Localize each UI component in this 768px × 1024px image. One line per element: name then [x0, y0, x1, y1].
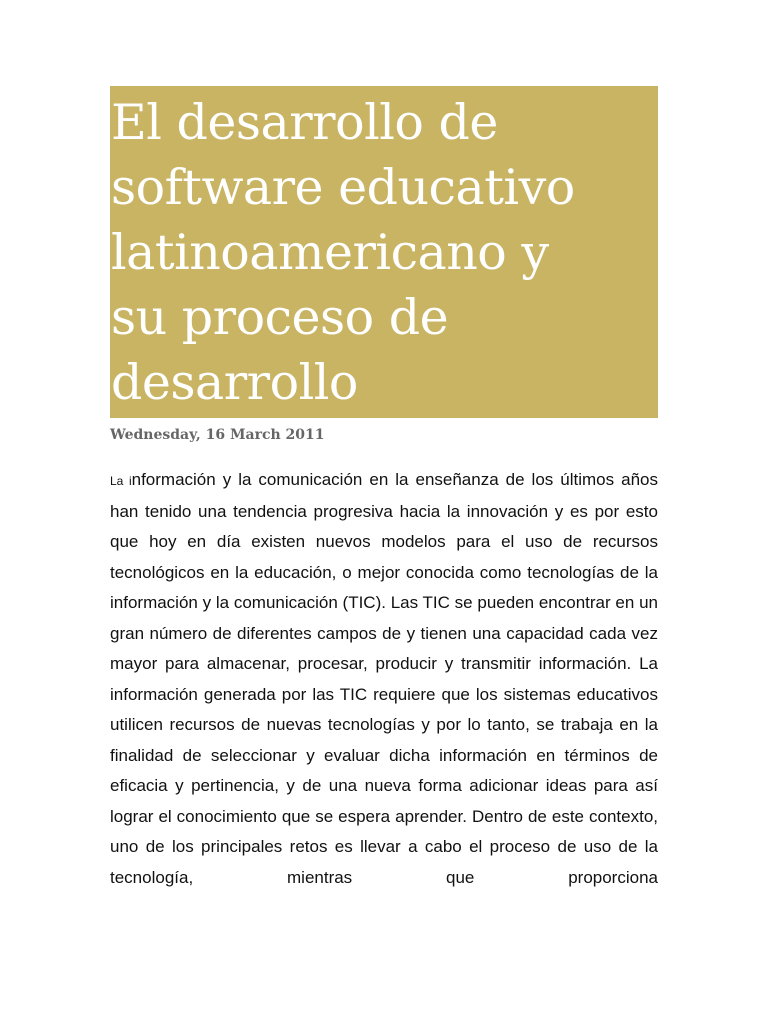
- article-body-text: nformación y la comunicación en la enseñanza de los últimos años han tenido una tendencia progresiva hacia la innovación y es por esto que hoy en día existen nuevos modelos para el uso de recursos tecnológicos en la educación, o mejor conocida como tecnologías de la información y la comunicación (TIC). Las TIC se pueden encontrar en un gran número de diferentes campos de y tienen una capacidad cada vez mayor para almacenar, procesar, producir y transmitir información. La información generada por las TIC requiere que los sistemas educativos utilicen recursos de nuevas tecnologías y por lo tanto, se trabaja en la finalidad de seleccionar y evaluar dicha información en términos de eficacia y pertinencia, y de una nueva forma adicionar ideas para así lograr el conocimiento que se espera aprender. Dentro de este contexto, uno de los principales retos es llevar a cabo el proceso de uso de la tecnología, mientras que proporciona: [110, 470, 658, 887]
- article-body: [110, 465, 658, 893]
- article-date: Wednesday, 16 March 2011: [110, 427, 325, 443]
- article-title: El desarrollo de software educativo latinoamericano y su proceso de desarrollo: [111, 94, 575, 411]
- title-banner: [110, 86, 658, 418]
- article-lead-small: La i: [110, 474, 132, 488]
